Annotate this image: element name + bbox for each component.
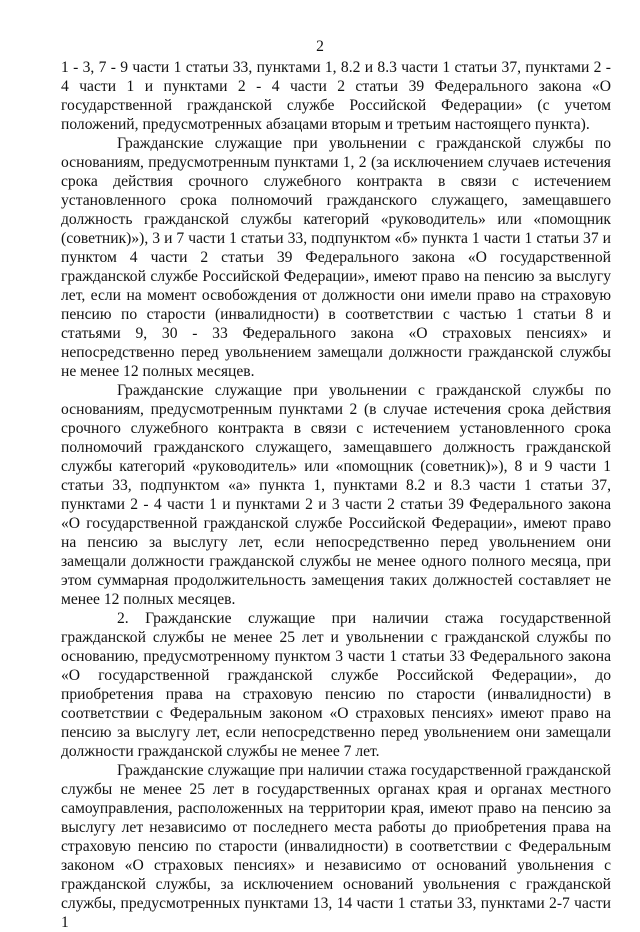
paragraph-service-25-years: Гражданские служащие при наличии стажа государственной гражданской службы не менее 25 лет в государственных органах края и органах местного самоуправления, расположенных на территории края, имеют право на пенсию за выслугу лет независимо от последнего места работы до приобретения права на страховую пенсию по старости (инвалидности) в соответствии с Федеральным законом «О страховых пенсиях» и независимо от оснований увольнения с гражданской службы, за исключением оснований увольнения с гражданской службы, предусмотренных пунктами 13, 14 части 1 статьи 33, пунктами 2-7 части 1	[61, 762, 611, 931]
document-body	[61, 58, 611, 932]
paragraph-point-2: 2. Гражданские служащие при наличии стажа государственной гражданской службы не менее 25 лет и увольнении с гражданской службы по основанию, предусмотренному пунктом 3 части 1 статьи 33 Федерального закона «О государственной гражданской службе Российской Федерации», до приобретения права на страховую пенсию по старости (инвалидности) в соответствии с Федеральным законом «О страховых пенсиях» имеют право на пенсию за выслугу лет, если непосредственно перед увольнением они замещали должности гражданской службы не менее 7 лет.	[61, 610, 611, 760]
paragraph-retirement-grounds-general: Гражданские служащие при увольнении с гражданской службы по основаниям, предусмотренным пунктами 1, 2 (за исключением случаев истечения срока действия срочного служебного контракта в связи с истечением установленного срока полномочий гражданского служащего, замещавшего должность гражданской службы категорий «руководитель» или «помощник (советник)»), 3 и 7 части 1 статьи 33, подпунктом «б» пункта 1 части 1 статьи 37 и пунктом 4 части 2 статьи 39 Федерального закона «О государственной гражданской службе Российской Федерации», имеют право на пенсию за выслугу лет, если на момент освобождения от должности они имели право на страховую пенсию по старости (инвалидности) в соответствии с частью 1 статьи 8 и статьями 9, 30 - 33 Федерального закона «О страховых пенсиях» и непосредственно перед увольнением замещали должности гражданской службы не менее 12 полных месяцев.	[61, 135, 611, 380]
page-number: 2	[316, 38, 324, 55]
paragraph-retirement-grounds-contract: Гражданские служащие при увольнении с гражданской службы по основаниям, предусмотренным пунктами 2 (в случае истечения срока действия срочного служебного контракта в связи с истечением установленного срока полномочий гражданского служащего, замещавшего должность гражданской службы категорий «руководитель» или «помощник (советник)»), 8 и 9 части 1 статьи 33, подпунктом «а» пункта 1, пунктами 8.2 и 8.3 части 1 статьи 37, пунктами 2 - 4 части 1 и пунктами 2 и 3 части 2 статьи 39 Федерального закона «О государственной гражданской службе Российской Федерации», имеют право на пенсию за выслугу лет, если непосредственно перед увольнением они замещали должности гражданской службы не менее одного полного месяца, при этом суммарная продолжительность замещения таких должностей составляет не менее 12 полных месяцев.	[61, 382, 611, 608]
paragraph-continuation: 1 - 3, 7 - 9 части 1 статьи 33, пунктами 1, 8.2 и 8.3 части 1 статьи 37, пунктами 2 - 4 части 1 и пунктами 2 - 4 части 2 статьи 39 Федерального закона «О государственной гражданской службе Российской Федерации» (с учетом положений, предусмотренных абзацами вторым и третьим настоящего пункта).	[61, 59, 611, 133]
